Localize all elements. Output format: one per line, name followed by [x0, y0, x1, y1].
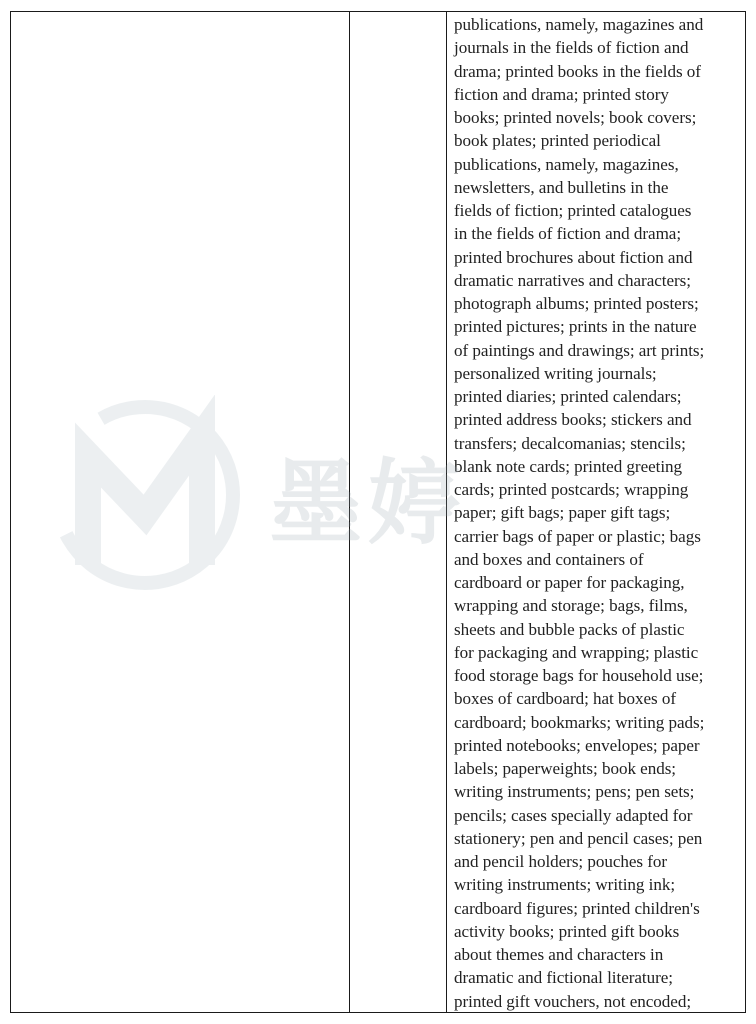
table-cell-empty-middle: [350, 12, 447, 1012]
goods-table: [10, 11, 746, 1013]
table-cell-empty-left: [11, 12, 350, 1012]
table-cell-goods: [447, 12, 745, 1012]
watermark-text: 墨婷: [270, 450, 467, 557]
goods-description-text: publications, namely, magazines and journals in the fields of fiction and drama; printed books in the fields of fiction and drama; printed story books; printed novels; book covers; book plates; printed periodical publications, namely, magazines, newsletters, and bulletins in the fields of fiction; printed catalogues in the fields of fiction and drama; printed brochures about fiction and dramatic narratives and characters; photograph albums; printed posters; printed pictures; prints in the nature of paintings and drawings; art prints; personalized writing journals; printed diaries; printed calendars; printed address books; stickers and transfers; decalcomanias; stencils; blank note cards; printed greeting cards; printed postcards; wrapping paper; gift bags; paper gift tags; carrier bags of paper or plastic; bags and boxes and containers of cardboard or paper for packaging, wrapping and storage; bags, films, sheets and bubble packs of plastic for packaging and wrapping; plastic food storage bags for household use; boxes of cardboard; hat boxes of cardboard; bookmarks; writing pads; printed notebooks; envelopes; paper labels; paperweights; book ends; writing instruments; pens; pen sets; pencils; cases specially adapted for stationery; pen and pencil cases; pen and pencil holders; pouches for writing instruments; writing ink; cardboard figures; printed children's activity books; printed gift books about themes and characters in dramatic and fictional literature; printed gift vouchers, not encoded;: [454, 15, 705, 1011]
